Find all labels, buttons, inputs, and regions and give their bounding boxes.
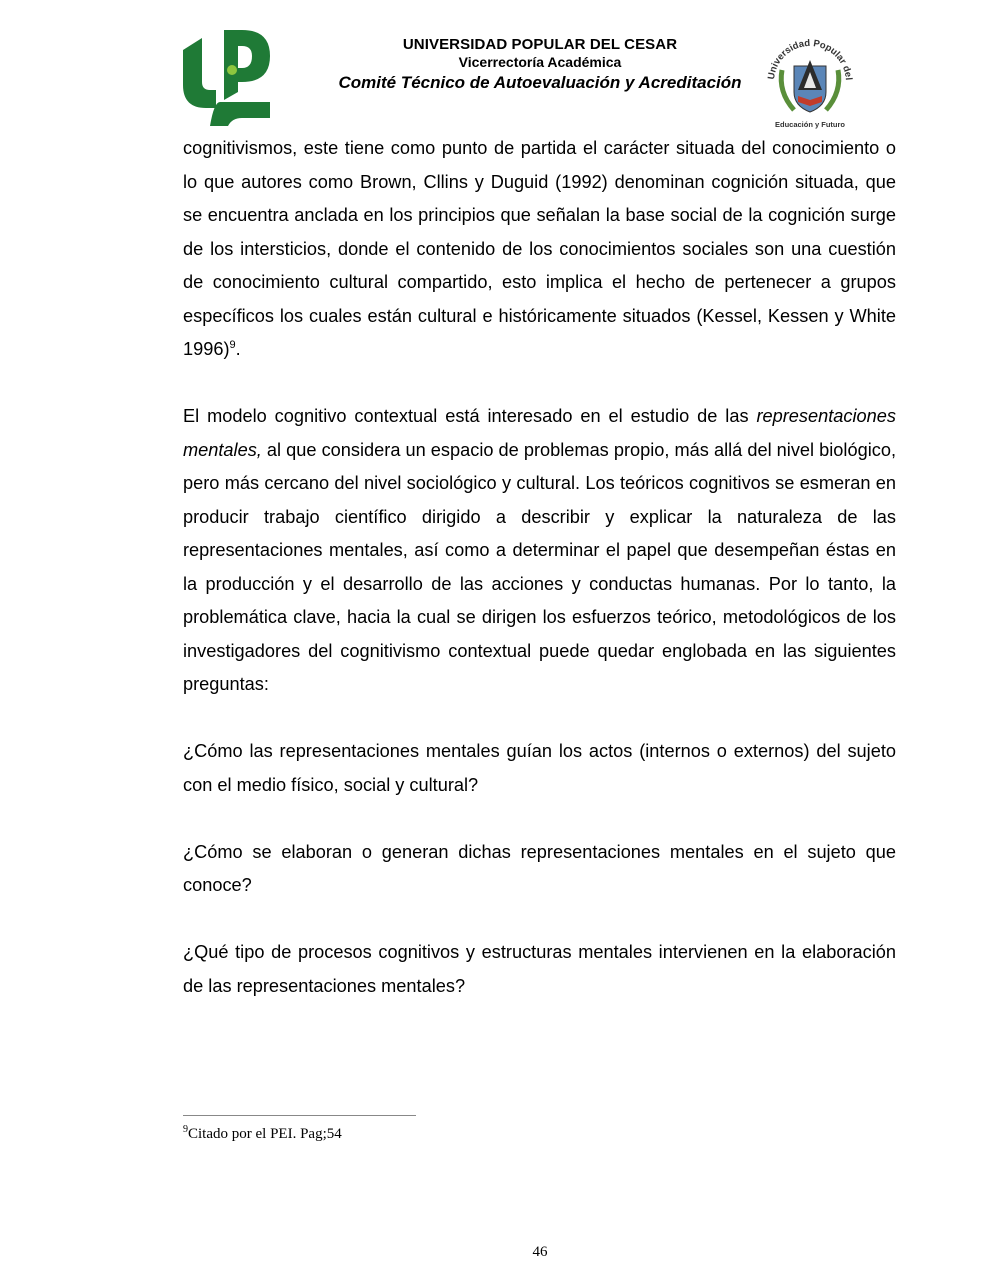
university-seal-icon xyxy=(760,30,860,130)
footnote-separator xyxy=(183,1115,416,1116)
emphasized-term: representaciones mentales, xyxy=(183,406,896,460)
footnote xyxy=(183,1124,342,1144)
footnote-text: Citado por el PEI. Pag;54 xyxy=(188,1126,342,1142)
svg-text:Educación y Futuro: Educación y Futuro xyxy=(774,120,846,129)
page-number: 46 xyxy=(532,1244,548,1260)
svg-text:Universidad Popular del Cesar: Universidad Popular del xyxy=(766,37,854,81)
paragraph-text: cognitivismos, este tiene como punto de partida el carácter situada del conocimiento o lo que autores como Brown, Cllins y Duguid (1992) denominan cognición situada, que se encuentra anclada en los principios que señalan la base social de la cognición surge de los intersticios, donde el contenido de los conocimientos sociales son una cuestión de conocimiento cultural compartido, esto implica el hecho de pertenecer a grupos específicos los cuales están cultural e históricamente situados (Kessel, Kessen y White 1996) xyxy=(183,138,896,359)
university-name: UNIVERSIDAD POPULAR DEL CESAR xyxy=(402,36,678,53)
letterhead xyxy=(300,36,780,95)
vice-rectorate: Vicerrectoría Académica xyxy=(458,54,622,70)
paragraph-cognitivism xyxy=(183,132,896,367)
paragraph-end: . xyxy=(235,339,241,359)
committee-name: Comité Técnico de Autoevaluación y Acreditación xyxy=(338,73,742,92)
upc-logo-icon xyxy=(180,30,274,126)
paragraph-contextual-model xyxy=(183,400,896,702)
paragraph-rest: al que considera un espacio de problemas propio, más allá del nivel biológico, pero más cercano del nivel sociológico y cultural. Los teóricos cognitivos se esmeran en producir trabajo científico dirigido a describir y explicar la naturaleza de las representaciones mentales, así como a determinar el papel que desempeñan éstas en la producción y el desarrollo de las acciones y conductas humanas. Por lo tanto, la problemática clave, hacia la cual se dirigen los esfuerzos teórico, metodológicos de los investigadores del cognitivismo contextual puede quedar englobada en las siguientes preguntas: xyxy=(183,439,896,694)
question-1: ¿Cómo las representaciones mentales guían los actos (internos o externos) del sujeto con el medio físico, social y cultural? xyxy=(183,741,896,795)
paragraph-lead: El modelo cognitivo contextual está interesado en el estudio de las xyxy=(183,406,757,426)
question-3: ¿Qué tipo de procesos cognitivos y estructuras mentales intervienen en la elaboración de las representaciones mentales? xyxy=(183,942,896,996)
question-2: ¿Cómo se elaboran o generan dichas representaciones mentales en el sujeto que conoce? xyxy=(183,841,896,895)
document-body xyxy=(183,132,896,1037)
footnote-marker: 9 xyxy=(183,1124,188,1135)
footnote-reference[interactable]: 9 xyxy=(229,338,236,351)
